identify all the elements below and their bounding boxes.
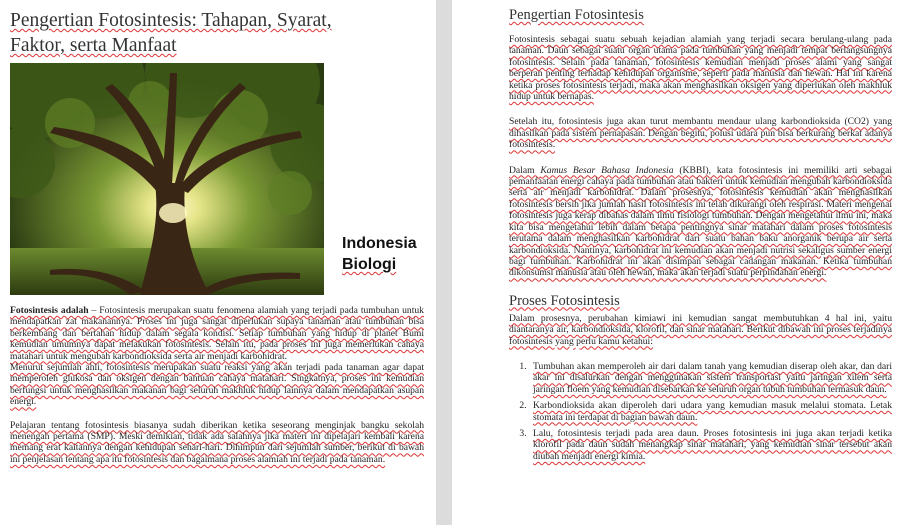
site-label-line-2: Biologi xyxy=(342,256,397,273)
paragraph-4-text: Dalam prosesnya, perubahan kimiawi ini kemudian sangat membutuhkan 4 hal ini, yaitu diantaranya air, karbondioksida, klorofil, dan sinar matahari. Berikut dibawah ini proses terjadinya fotosintesis yang perlu kamu ketahui: xyxy=(509,312,892,347)
list-item: 2. Karbondioksida akan diperoleh dari udara yang kemudian masuk melalui stomata. Letak stomata ini terdapat di bagian bawah daun. xyxy=(529,400,892,423)
paragraph-1 xyxy=(509,34,892,102)
heading-pengertian-text: Pengertian Fotosintesis xyxy=(509,7,644,23)
heading-proses xyxy=(509,292,892,310)
tree-photo-icon xyxy=(10,63,324,295)
kbbi-title: Kamus Besar Bahasa Indonesia xyxy=(540,164,674,176)
intro-bold-term: Fotosintesis adalah xyxy=(10,305,89,316)
page-gutter xyxy=(436,0,452,525)
document-page-right xyxy=(452,0,906,525)
process-steps-list xyxy=(509,361,892,462)
site-label-line-1: Indonesia xyxy=(342,235,417,252)
intro-paragraph xyxy=(10,305,424,408)
image-row xyxy=(8,63,428,295)
heading-pengertian xyxy=(509,6,892,24)
title-line-2: Faktor, serta Manfaat xyxy=(10,35,177,56)
list-item: 1. Tumbuhan akan memperoleh air dari dalam tanah yang kemudian diserap oleh akar, dan dari akar ini disalurkan dengan menggunakan sistem transportasi yaitu jaringan xilem serta jaringan floem yang kemudian disebarkan ke seluruh organ tubuh tumbuhan termasuk daun. xyxy=(529,361,892,395)
tree-photo xyxy=(10,63,324,295)
paragraph-3 xyxy=(509,165,892,279)
intro-text-2: Menurut sejumlah ahli, fotosintesis merupakan suatu reaksi yang akan terjadi pada tanaman agar dapat memperoleh glukosa dan oksigen dengan bantuan cahaya matahari. Singkatnya, proses ini kemudian berfungsi untuk menghasilkan makanan bagi seluruh makhluk hidup lainnya dalam mendapatkan asupan energi. xyxy=(10,362,424,408)
site-label xyxy=(342,233,417,275)
document-page-left xyxy=(0,0,436,525)
paragraph-2 xyxy=(509,116,892,150)
document-title xyxy=(10,8,428,58)
title-line-1: Pengertian Fotosintesis: Tahapan, Syarat, xyxy=(10,10,332,31)
paragraph-4 xyxy=(509,313,892,347)
lesson-text: Pelajaran tentang fotosintesis biasanya sudah diberikan ketika seseorang menginjak bangku sekolah menengah pertama (SMP). Meski demikian, tidak ada salahnya jika materi ini dipelajari kembali karena memang erat kaitannya dengan kehidupan sehari-hari. Dihimpun dari sejumlah sumber, berikut di bawah ini penjelasan tentang apa itu fotosintesis dan bagaimana proses alamiah ini terjadi pada tanaman. xyxy=(10,419,424,465)
paragraph-3-pre: Dalam xyxy=(509,164,541,176)
paragraph-3-text: (KBBI), kata fotosintesis ini memiliki arti sebagai pemanfaatan energi cahaya pada tumbuhan atau bakteri untuk kemudian mengubah karbondioksida serta air menjadi karbohidrat. Dalam prosesnya, fotosintesis kemudian akan menghasilkan fotosintesis bersih jika jumlah hasil fotosintesis ini telah dikurangi oleh respirasi. Materi mengenai fotosintesis juga kerap dibahas dalam ilmu fisiologi tumbuhan. Dengan mengetahui ilmu ini, maka kita bisa mengetahui lebih dalam betapa pentingnya sinar matahari dalam proses fotosintesis terutama dalam menghasilkan karbohidrat dari suatu bahan baku anorganik berupa air serta karbondioksida. Nantinya, karbohidrat ini kemudian akan menjadi nutrisi sekaligus sumber energi bagi tumbuhan. Karbohidrat ini akan disimpan sebagai cadangan makanan. Ketika tumbuhan dikonsumsi manusia atau oleh hewan, maka akan terjadi suatu perpindahan energi. xyxy=(509,164,892,279)
list-item: 3. Lalu, fotosintesis terjadi pada area daun. Proses fotosintesis ini juga akan terjadi ketika klorofil pada daun sudah menangkap sinar matahari, yang kemudian sinar tersebut akan diubah menjadi energi kimia. xyxy=(529,428,892,462)
intro-text: – Fotosintesis merupakan suatu fenomena alamiah yang terjadi pada tumbuhan untuk mendapatkan zat makanannya. Proses ini juga sangat diperlukan supaya tanaman atau tumbuhan bisa berkembang dan bertahan hidup dalam segala kondisi. Setiap tumbuhan yang hidup di planet Bumi kemudian umumnya dapat melakukan fotosintesis. Selain itu, pada proses ini juga memerlukan cahaya matahari untuk mengubah karbondioksida serta air menjadi karbohidrat. xyxy=(10,305,424,362)
paragraph-1-text: Fotosintesis sebagai suatu sebuah kejadian alamiah yang terjadi secara berulang-ulang pada tanaman. Daun sebagai suatu organ utama pada tumbuhan yang menjadi tempat berlangsungnya fotosintesis. Selain pada tanaman, fotosintesis kemudian menjadi proses alami yang sangat berperan penting terhadap kehidupan organisme, seperti pada manusia dan hewan. Hal ini karena ketika proses fotosintesis terjadi, maka akan menghasilkan oksigen yang diperlukan oleh makhluk hidup untuk bernapas. xyxy=(509,34,892,103)
paragraph-2-text: Setelah itu, fotosintesis juga akan turut membantu mendaur ulang karbondioksida (CO2) yang dihasilkan pada sistem pernapasan. Dengan begitu, polusi udara pun bisa berkurang berkat adanya fotosintesis. xyxy=(509,116,892,151)
heading-proses-text: Proses Fotosintesis xyxy=(509,292,620,309)
lesson-paragraph xyxy=(10,420,424,466)
